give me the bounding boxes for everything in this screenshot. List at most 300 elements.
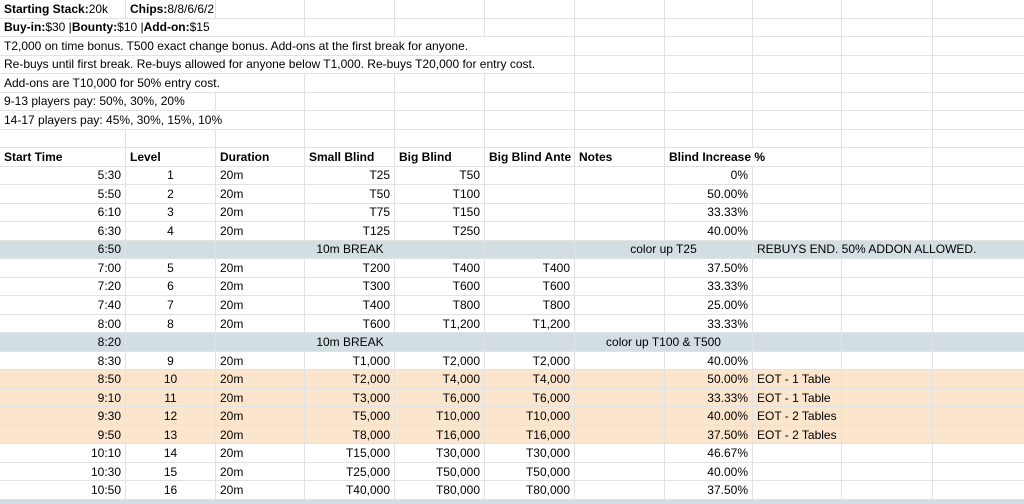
cell-start-time[interactable]	[0, 333, 126, 351]
cell-blind-increase[interactable]	[665, 389, 753, 407]
cell-big-blind[interactable]	[395, 222, 485, 240]
cell-big-blind[interactable]	[395, 185, 485, 203]
empty-cell[interactable]	[485, 130, 575, 148]
cell-duration[interactable]	[216, 222, 305, 240]
cell-duration[interactable]	[216, 370, 305, 388]
cell-level[interactable]	[126, 185, 216, 203]
cell-level[interactable]	[126, 444, 216, 462]
cell-big-blind-ante[interactable]	[485, 352, 575, 370]
cell-start-time[interactable]	[0, 481, 126, 499]
empty-cell[interactable]	[933, 481, 1024, 499]
cell-big-blind-ante[interactable]	[485, 278, 575, 296]
cell-big-blind-ante[interactable]	[485, 185, 575, 203]
cell-small-blind[interactable]	[305, 463, 395, 481]
cell-level[interactable]	[126, 222, 216, 240]
cell-big-blind-ante[interactable]	[485, 407, 575, 425]
cell-duration[interactable]	[216, 315, 305, 333]
cell-start-time[interactable]	[0, 370, 126, 388]
cell-start-time[interactable]	[0, 278, 126, 296]
cell-big-blind[interactable]	[395, 389, 485, 407]
cell-duration[interactable]	[216, 389, 305, 407]
empty-cell[interactable]	[933, 370, 1024, 388]
empty-cell[interactable]	[842, 333, 933, 351]
empty-cell[interactable]	[933, 204, 1024, 222]
cell-big-blind-text: T50	[459, 168, 480, 183]
empty-cell[interactable]	[665, 37, 753, 55]
cell-big-blind[interactable]	[395, 204, 485, 222]
empty-cell[interactable]	[842, 56, 933, 74]
cell-small-blind[interactable]	[305, 296, 395, 314]
empty-cell[interactable]	[842, 370, 933, 388]
cell-blind-increase[interactable]	[665, 444, 753, 462]
empty-cell[interactable]	[126, 130, 216, 148]
empty-cell[interactable]	[933, 278, 1024, 296]
empty-cell[interactable]	[485, 19, 575, 37]
cell-duration-text: 20m	[220, 186, 244, 201]
cell-level[interactable]	[126, 296, 216, 314]
empty-cell[interactable]	[753, 37, 842, 55]
cell-notes[interactable]	[575, 370, 665, 388]
empty-cell[interactable]	[933, 352, 1024, 370]
info-cell[interactable]	[126, 0, 216, 18]
cell-blind-increase[interactable]	[665, 481, 753, 499]
empty-cell[interactable]	[753, 130, 842, 148]
cell-start-time[interactable]	[0, 296, 126, 314]
cell-small-blind[interactable]	[305, 278, 395, 296]
cell-small-blind[interactable]	[305, 444, 395, 462]
cell-start-time[interactable]	[0, 315, 126, 333]
cell-small-blind-text: T2,000	[352, 372, 390, 387]
cell-level[interactable]	[126, 167, 216, 185]
empty-cell[interactable]	[665, 56, 753, 74]
empty-cell[interactable]	[665, 74, 753, 92]
empty-cell[interactable]	[842, 296, 933, 314]
cell-level[interactable]	[126, 370, 216, 388]
cell-start-time[interactable]	[0, 463, 126, 481]
empty-cell[interactable]	[395, 0, 485, 18]
cell-duration[interactable]	[216, 463, 305, 481]
cell-duration[interactable]	[216, 185, 305, 203]
header-duration[interactable]	[216, 148, 305, 166]
cell-big-blind-ante[interactable]	[485, 204, 575, 222]
cell-start-time[interactable]	[0, 241, 126, 259]
empty-cell[interactable]	[933, 130, 1024, 148]
empty-cell[interactable]	[575, 74, 665, 92]
cell-big-blind-ante[interactable]	[485, 444, 575, 462]
cell-start-time[interactable]	[0, 185, 126, 203]
cell-big-blind-ante[interactable]	[485, 296, 575, 314]
cell-small-blind[interactable]	[305, 204, 395, 222]
empty-cell[interactable]	[665, 130, 753, 148]
cell-start-time[interactable]	[0, 204, 126, 222]
cell-note[interactable]	[753, 389, 842, 407]
cell-duration[interactable]	[216, 278, 305, 296]
empty-cell[interactable]	[753, 56, 842, 74]
empty-cell[interactable]	[485, 333, 575, 351]
cell-big-blind-ante[interactable]	[485, 481, 575, 499]
empty-cell[interactable]	[305, 74, 395, 92]
cell-level[interactable]	[126, 481, 216, 499]
cell-start-time[interactable]	[0, 444, 126, 462]
break-label[interactable]	[216, 241, 485, 259]
cell-small-blind[interactable]	[305, 426, 395, 444]
cell-level[interactable]	[126, 204, 216, 222]
cell-start-time[interactable]	[0, 352, 126, 370]
cell-notes[interactable]	[575, 222, 665, 240]
header-blind-increase[interactable]	[665, 148, 842, 166]
cell-level[interactable]	[126, 463, 216, 481]
empty-cell[interactable]	[395, 93, 485, 111]
empty-cell[interactable]	[216, 93, 305, 111]
empty-cell[interactable]	[753, 19, 842, 37]
schedule-row	[0, 278, 1024, 297]
cell-big-blind[interactable]	[395, 370, 485, 388]
empty-cell[interactable]	[216, 130, 305, 148]
cell-small-blind[interactable]	[305, 222, 395, 240]
cell-small-blind[interactable]	[305, 167, 395, 185]
cell-duration-text: 20m	[220, 464, 244, 479]
cell-notes[interactable]	[575, 352, 665, 370]
partial-break-row[interactable]	[0, 500, 1024, 504]
cell-notes[interactable]	[575, 259, 665, 277]
info-cell[interactable]	[0, 93, 216, 111]
empty-cell[interactable]	[305, 93, 395, 111]
empty-cell[interactable]	[126, 241, 216, 259]
cell-big-blind-text: T400	[452, 260, 480, 275]
empty-cell[interactable]	[842, 259, 933, 277]
cell-notes[interactable]	[575, 315, 665, 333]
empty-cell[interactable]	[753, 333, 842, 351]
empty-cell[interactable]	[575, 111, 665, 129]
cell-blind-increase[interactable]	[665, 426, 753, 444]
cell-small-blind-text: T300	[362, 279, 390, 294]
cell-duration[interactable]	[216, 444, 305, 462]
empty-cell[interactable]	[485, 0, 575, 18]
empty-cell[interactable]	[842, 167, 933, 185]
cell-note[interactable]	[753, 185, 842, 203]
empty-cell[interactable]	[575, 93, 665, 111]
cell-blind-increase-text: 37.50%	[707, 427, 748, 442]
cell-note-text: EOT - 2 Tables	[757, 409, 837, 424]
header-level[interactable]	[126, 148, 216, 166]
cell-big-blind-ante[interactable]	[485, 389, 575, 407]
empty-cell[interactable]	[842, 37, 933, 55]
header-start-time[interactable]	[0, 148, 126, 166]
cell-blind-increase-text: 50.00%	[707, 186, 748, 201]
cell-small-blind[interactable]	[305, 259, 395, 277]
empty-cell[interactable]	[842, 352, 933, 370]
cell-blind-increase[interactable]	[665, 296, 753, 314]
empty-cell[interactable]	[933, 93, 1024, 111]
info-row	[0, 111, 1024, 130]
empty-cell[interactable]	[842, 111, 933, 129]
cell-duration-text: 20m	[220, 279, 244, 294]
cell-duration[interactable]	[216, 407, 305, 425]
cell-notes[interactable]	[575, 185, 665, 203]
cell-big-blind[interactable]	[395, 259, 485, 277]
header-big-blind-ante[interactable]	[485, 148, 575, 166]
cell-note[interactable]	[753, 370, 842, 388]
cell-small-blind-text: T1,000	[352, 353, 390, 368]
empty-cell[interactable]	[933, 56, 1024, 74]
empty-cell[interactable]	[842, 148, 933, 166]
info-cell[interactable]	[0, 56, 575, 74]
cell-note[interactable]	[753, 444, 842, 462]
info-cell[interactable]	[0, 37, 575, 55]
cell-small-blind[interactable]	[305, 481, 395, 499]
header-big-blind[interactable]	[395, 148, 485, 166]
empty-cell[interactable]	[305, 130, 395, 148]
cell-big-blind-ante[interactable]	[485, 167, 575, 185]
cell-level[interactable]	[126, 426, 216, 444]
empty-cell[interactable]	[933, 0, 1024, 18]
empty-cell[interactable]	[842, 389, 933, 407]
cell-big-blind[interactable]	[395, 278, 485, 296]
empty-cell[interactable]	[933, 426, 1024, 444]
cell-note[interactable]	[753, 407, 842, 425]
cell-blind-increase[interactable]	[665, 204, 753, 222]
schedule-row	[0, 259, 1024, 278]
cell-duration[interactable]	[216, 296, 305, 314]
empty-cell[interactable]	[395, 19, 485, 37]
empty-cell[interactable]	[842, 74, 933, 92]
cell-big-blind-ante[interactable]	[485, 426, 575, 444]
cell-duration[interactable]	[216, 481, 305, 499]
cell-notes[interactable]	[575, 444, 665, 462]
empty-cell[interactable]	[933, 37, 1024, 55]
cell-notes[interactable]	[575, 167, 665, 185]
cell-big-blind[interactable]	[395, 426, 485, 444]
cell-start-time[interactable]	[0, 222, 126, 240]
cell-notes[interactable]	[575, 296, 665, 314]
empty-cell[interactable]	[305, 0, 395, 18]
empty-cell[interactable]	[842, 463, 933, 481]
empty-cell[interactable]	[933, 19, 1024, 37]
empty-cell[interactable]	[842, 93, 933, 111]
cell-start-time[interactable]	[0, 259, 126, 277]
cell-level[interactable]	[126, 352, 216, 370]
cell-start-time[interactable]	[0, 407, 126, 425]
empty-cell[interactable]	[575, 19, 665, 37]
empty-cell[interactable]	[753, 111, 842, 129]
cell-note[interactable]	[753, 222, 842, 240]
cell-blind-increase-text: 37.50%	[707, 260, 748, 275]
empty-cell[interactable]	[933, 148, 1024, 166]
cell-big-blind-ante[interactable]	[485, 370, 575, 388]
cell-small-blind-text: T25	[369, 168, 390, 183]
cell-small-blind-text: T3,000	[352, 390, 390, 405]
empty-cell[interactable]	[0, 130, 126, 148]
empty-cell[interactable]	[305, 19, 395, 37]
cell-note[interactable]	[753, 481, 842, 499]
empty-cell[interactable]	[665, 19, 753, 37]
cell-small-blind-text: T400	[362, 298, 390, 312]
cell-level[interactable]	[126, 278, 216, 296]
empty-cell[interactable]	[933, 259, 1024, 277]
cell-blind-increase[interactable]	[665, 352, 753, 370]
empty-cell[interactable]	[842, 204, 933, 222]
cell-big-blind[interactable]	[395, 315, 485, 333]
empty-cell[interactable]	[842, 407, 933, 425]
header-small-blind[interactable]	[305, 148, 395, 166]
cell-note[interactable]	[753, 278, 842, 296]
cell-small-blind-text: T25,000	[345, 464, 390, 479]
cell-start-time[interactable]	[0, 389, 126, 407]
empty-cell[interactable]	[305, 111, 395, 129]
cell-notes[interactable]	[575, 204, 665, 222]
cell-duration[interactable]	[216, 426, 305, 444]
empty-cell[interactable]	[842, 19, 933, 37]
cell-level[interactable]	[126, 407, 216, 425]
cell-notes[interactable]	[575, 278, 665, 296]
cell-small-blind[interactable]	[305, 407, 395, 425]
header-notes[interactable]	[575, 148, 665, 166]
cell-blind-increase[interactable]	[665, 222, 753, 240]
cell-blind-increase[interactable]	[665, 185, 753, 203]
cell-big-blind[interactable]	[395, 296, 485, 314]
cell-notes[interactable]	[575, 481, 665, 499]
cell-notes[interactable]	[575, 407, 665, 425]
cell-big-blind[interactable]	[395, 444, 485, 462]
cell-notes[interactable]	[575, 389, 665, 407]
cell-duration[interactable]	[216, 352, 305, 370]
empty-cell[interactable]	[395, 74, 485, 92]
empty-cell[interactable]	[933, 185, 1024, 203]
empty-cell[interactable]	[933, 111, 1024, 129]
empty-cell[interactable]	[933, 222, 1024, 240]
cell-big-blind-ante[interactable]	[485, 222, 575, 240]
cell-big-blind[interactable]	[395, 167, 485, 185]
cell-big-blind-ante[interactable]	[485, 315, 575, 333]
info-cell[interactable]	[0, 0, 126, 18]
cell-duration-text: 20m	[220, 409, 244, 424]
empty-cell[interactable]	[665, 93, 753, 111]
cell-level[interactable]	[126, 259, 216, 277]
empty-cell[interactable]	[933, 463, 1024, 481]
cell-note-text: EOT - 1 Table	[757, 372, 831, 387]
break-label[interactable]	[216, 333, 485, 351]
text-segment: Buy-in:	[4, 20, 46, 35]
empty-cell[interactable]	[842, 0, 933, 18]
cell-blind-increase[interactable]	[665, 259, 753, 277]
cell-big-blind-ante[interactable]	[485, 259, 575, 277]
cell-small-blind[interactable]	[305, 389, 395, 407]
empty-cell[interactable]	[485, 93, 575, 111]
cell-duration[interactable]	[216, 204, 305, 222]
empty-cell[interactable]	[933, 407, 1024, 425]
empty-cell[interactable]	[485, 241, 575, 259]
cell-note[interactable]	[753, 167, 842, 185]
cell-duration[interactable]	[216, 259, 305, 277]
empty-cell[interactable]	[575, 56, 665, 74]
cell-blind-increase[interactable]	[665, 370, 753, 388]
empty-cell[interactable]	[575, 130, 665, 148]
cell-big-blind[interactable]	[395, 481, 485, 499]
cell-level[interactable]	[126, 389, 216, 407]
cell-big-blind[interactable]	[395, 463, 485, 481]
cell-note[interactable]	[753, 315, 842, 333]
empty-cell[interactable]	[665, 0, 753, 18]
empty-cell[interactable]	[933, 333, 1024, 351]
empty-cell[interactable]	[485, 74, 575, 92]
empty-cell[interactable]	[395, 130, 485, 148]
empty-cell[interactable]	[842, 222, 933, 240]
empty-cell[interactable]	[933, 296, 1024, 314]
empty-cell[interactable]	[842, 426, 933, 444]
empty-cell[interactable]	[753, 74, 842, 92]
cell-start-time[interactable]	[0, 167, 126, 185]
empty-cell[interactable]	[842, 185, 933, 203]
cell-big-blind[interactable]	[395, 352, 485, 370]
cell-blind-increase[interactable]	[665, 278, 753, 296]
cell-small-blind[interactable]	[305, 185, 395, 203]
break-color-up[interactable]	[575, 241, 753, 259]
empty-cell[interactable]	[665, 111, 753, 129]
empty-cell[interactable]	[933, 315, 1024, 333]
info-cell[interactable]	[0, 19, 305, 37]
cell-start-time[interactable]	[0, 426, 126, 444]
break-note[interactable]	[753, 241, 1024, 259]
cell-small-blind-text: T200	[362, 260, 390, 275]
cell-duration-text: 20m	[220, 205, 244, 220]
empty-cell[interactable]	[485, 111, 575, 129]
cell-note[interactable]	[753, 426, 842, 444]
cell-blind-increase[interactable]	[665, 463, 753, 481]
cell-note[interactable]	[753, 204, 842, 222]
cell-small-blind[interactable]	[305, 370, 395, 388]
empty-cell[interactable]	[933, 444, 1024, 462]
cell-start-time-text: 6:10	[97, 205, 121, 220]
empty-cell[interactable]	[933, 167, 1024, 185]
empty-cell[interactable]	[842, 481, 933, 499]
cell-duration[interactable]	[216, 167, 305, 185]
empty-cell[interactable]	[575, 0, 665, 18]
cell-note[interactable]	[753, 352, 842, 370]
empty-cell[interactable]	[395, 111, 485, 129]
schedule-row	[0, 463, 1024, 482]
empty-cell[interactable]	[933, 74, 1024, 92]
cell-notes[interactable]	[575, 463, 665, 481]
empty-cell[interactable]	[842, 130, 933, 148]
empty-cell[interactable]	[842, 315, 933, 333]
cell-big-blind-text: T2,000	[442, 353, 480, 368]
cell-big-blind-ante[interactable]	[485, 463, 575, 481]
info-cell[interactable]	[0, 74, 305, 92]
cell-small-blind[interactable]	[305, 352, 395, 370]
empty-cell[interactable]	[842, 444, 933, 462]
cell-blind-increase[interactable]	[665, 407, 753, 425]
cell-blind-increase[interactable]	[665, 167, 753, 185]
empty-cell[interactable]	[126, 333, 216, 351]
info-cell[interactable]	[0, 111, 305, 129]
empty-cell[interactable]	[753, 0, 842, 18]
cell-note[interactable]	[753, 296, 842, 314]
cell-note[interactable]	[753, 463, 842, 481]
cell-notes[interactable]	[575, 426, 665, 444]
empty-cell[interactable]	[753, 93, 842, 111]
cell-level[interactable]	[126, 315, 216, 333]
cell-small-blind[interactable]	[305, 315, 395, 333]
empty-cell[interactable]	[842, 278, 933, 296]
cell-blind-increase[interactable]	[665, 315, 753, 333]
cell-big-blind[interactable]	[395, 407, 485, 425]
empty-cell[interactable]	[216, 0, 305, 18]
cell-note[interactable]	[753, 259, 842, 277]
empty-cell[interactable]	[575, 37, 665, 55]
empty-cell[interactable]	[933, 389, 1024, 407]
schedule-row	[0, 352, 1024, 371]
break-color-up[interactable]	[575, 333, 753, 351]
